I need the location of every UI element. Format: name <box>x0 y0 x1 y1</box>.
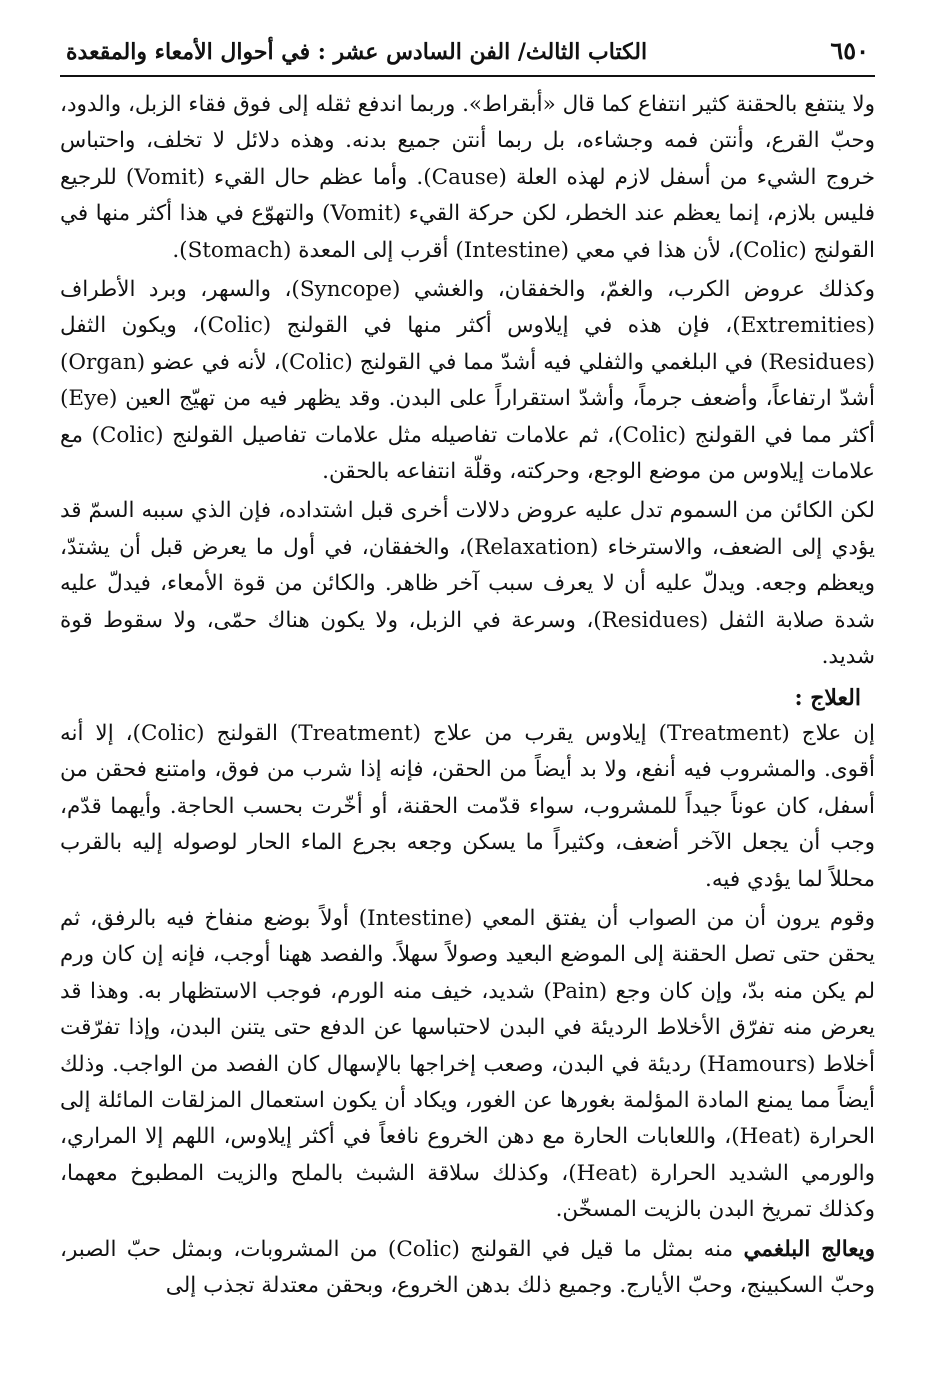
running-title: الكتاب الثالث/ الفن السادس عشر : في أحوال الأمعاء والمقعدة <box>66 39 648 65</box>
paragraph-4: إن علاج (Treatment) إيلاوس يقرب من علاج (Treatment) القولنج (Colic)، إلا أنه أقوى. والمشروب فيه أنفع، ولا بد أيضاً من الحقن، فإنه إذا شرب من فوق، وامتنع فحقن من أسفل، كان عوناً جيداً للمشروب، سواء قدّمت الحقنة، أو أخّرت بحسب الحاجة. وأيهما قدّم، وجب أن يجعل الآخر أضعف، وكثيراً ما يسكن وجعه بجرع الماء الحار لوصوله إليه بالقرب محللاً لما يؤدي فيه. <box>60 720 875 892</box>
book-page <box>60 30 875 1356</box>
paragraph-5: وقوم يرون أن من الصواب أن يفتق المعي (Intestine) أولاً بوضع منفاخ فيه بالرفق، ثم يحقن حتى تصل الحقنة إلى الموضع البعيد وصولاً سهلاً. والفصد ههنا أوجب، فإنه إن كان ورم لم يكن منه بدّ، وإن كان وجع (Pain) شديد، خيف منه الورم، فوجب الاستظهار به. وهذا قد يعرض منه تفرّق الأخلاط الرديئة في البدن لاحتباسها عن الدفع حتى يتنن البدن، وإذا تفرّقت أخلاط (Hamours) رديئة في البدن، وصعب إخراجها بالإسهال كان الفصد من الواجب. وذلك أيضاً مما يمنع المادة المؤلمة بغورها عن الغور، ويكاد أن يكون استعمال المزلقات المائلة إلى الحرارة (Heat)، واللعابات الحارة مع دهن الخروع نافعاً في أكثر إيلاوس، اللهم إلا المراري، والورمي الشديد الحرارة (Heat)، وكذلك سلاقة الشبث بالملح والزيت المطبوخ معهما، وكذلك تمريخ البدن بالزيت المسخّن. <box>60 905 875 1223</box>
page-number: ٦٥٠ <box>830 36 869 65</box>
paragraph-1: ولا ينتفع بالحقنة كثير انتفاع كما قال «أبقراط». وربما اندفع ثقله إلى فوق فقاء الزبل، والدود، وحبّ القرع، وأنتن فمه وجشاءه، بل ربما أنتن جميع بدنه. وهذه دلائل لا تخلف، واحتباس خروج الشيء من أسفل لازم لهذه العلة (Cause). وأما عظم حال القيء (Vomit) للرجيع فليس بلازم، إنما يعظم عند الخطر، لكن حركة القيء (Vomit) والتهوّع في هذا أكثر منها في القولنج (Colic)، لأن هذا في معي (Intestine) أقرب إلى المعدة (Stomach). <box>60 92 875 263</box>
paragraph-6 <box>60 1232 875 1305</box>
page-body <box>60 87 875 1304</box>
treatment-heading: العلاج : <box>794 684 861 711</box>
paragraph-2: وكذلك عروض الكرب، والغمّ، والخفقان، والغشي (Syncope)، والسهر، وبرد الأطراف (Extremities)، فإن هذه في إيلاوس أكثر منها في القولنج (Colic)، ويكون الثفل (Residues) في البلغمي والثفلي فيه أشدّ مما في القولنج (Colic)، لأنه في عضو (Organ) أشدّ ارتفاعاً، وأضعف جرماً، وأشدّ استقراراً على البدن. وقد يظهر فيه من تهيّج العين (Eye) أكثر مما في القولنج (Colic)، ثم علامات تفاصيله مثل علامات تفاصيل القولنج (Colic) مع علامات إيلاوس من موضع الوجع، وحركته، وقلّة انتفاعه بالحقن. <box>60 277 876 485</box>
paragraph-6-lead: ويعالج البلغمي <box>743 1236 875 1262</box>
running-header <box>60 30 875 77</box>
paragraph-6-text: منه بمثل ما قيل في القولنج (Colic) من المشروبات، وبمثل حبّ الصبر، وحبّ السكبينج، وحبّ الأيارج. وجميع ذلك بدهن الخروع، وبحقن معتدلة تجذب إلى <box>60 1236 875 1298</box>
paragraph-3: لكن الكائن من السموم تدل عليه عروض دلالات أخرى قبل اشتداده، فإن الذي سببه السمّ قد يؤدي إلى الضعف، والاسترخاء (Relaxation)، والخفقان، في أول ما يعرض قبل أن يشتدّ، ويعظم وجعه. ويدلّ عليه أن لا يعرف سبب آخر ظاهر. والكائن من قوة الأمعاء، فيدلّ عليه شدة صلابة الثفل (Residues)، وسرعة في الزبل، ولا يكون هناك حمّى، ولا سقوط قوة شديد. <box>60 498 875 670</box>
